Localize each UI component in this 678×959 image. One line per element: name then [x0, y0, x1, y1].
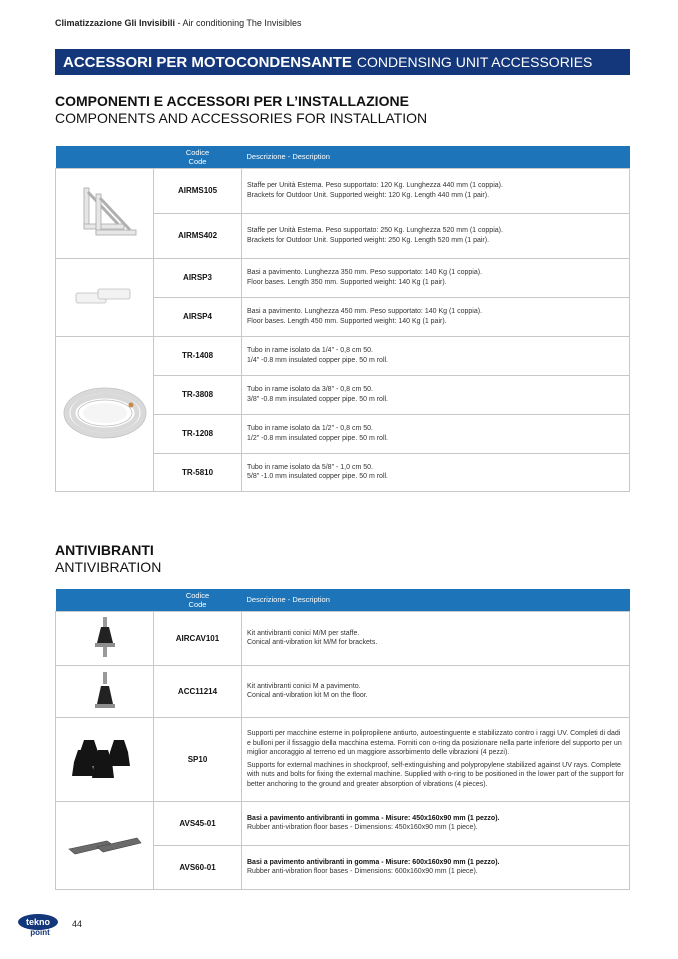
code-tr-5810: TR-5810 — [154, 453, 242, 491]
sp10-image — [56, 717, 154, 801]
brackets-image — [56, 168, 154, 258]
pipe-roll-icon — [61, 383, 149, 443]
rubber-bases-image — [56, 801, 154, 889]
code-airms105: AIRMS105 — [154, 168, 242, 213]
desc-airsp3: Basi a pavimento. Lunghezza 350 mm. Peso supportato: 140 Kg (1 coppia). Floor bases. Length 350 mm. Supported weight: 140 Kg (1 pair). — [242, 258, 630, 297]
section2-title-en: ANTIVIBRATION — [55, 559, 162, 575]
section-title-it: COMPONENTI E ACCESSORI PER L’INSTALLAZIONE — [55, 93, 409, 109]
svg-text:point: point — [30, 928, 50, 937]
code-aircav101: AIRCAV101 — [154, 611, 242, 665]
code-tr-3808: TR-3808 — [154, 375, 242, 414]
floor-base-icon — [70, 281, 140, 311]
acc11214-image — [56, 665, 154, 717]
header-description: Descrizione - Description — [242, 146, 630, 168]
desc-tr-1408: Tubo in rame isolato da 1/4" - 0,8 cm 50. 1/4" -0.8 mm insulated copper pipe. 50 m roll. — [242, 336, 630, 375]
installation-components-table — [55, 146, 630, 492]
desc-avs45-01: Basi a pavimento antivibranti in gomma - Misure: 450x160x90 mm (1 pezzo). Rubber anti-vibration floor bases - Dimensions: 450x160x90 mm (1 piece). — [242, 801, 630, 845]
code-tr-1408: TR-1408 — [154, 336, 242, 375]
header-image-cell — [56, 146, 154, 168]
desc-tr-5810: Tubo in rame isolato da 5/8" - 1,0 cm 50. 5/8" -1.0 mm insulated copper pipe. 50 m roll. — [242, 453, 630, 491]
teknopoint-logo — [16, 912, 64, 938]
table-row — [56, 258, 630, 297]
table-row — [56, 336, 630, 375]
copper-pipe-image — [56, 336, 154, 491]
desc-airms402: Staffe per Unità Esterna. Peso supportato: 250 Kg. Lunghezza 520 mm (1 coppia). Brackets for Outdoor Unit. Supported weight: 250 Kg. Length 520 mm (1 pair). — [242, 213, 630, 258]
code-airsp4: AIRSP4 — [154, 297, 242, 336]
desc-airsp4: Basi a pavimento. Lunghezza 450 mm. Peso supportato: 140 Kg (1 coppia). Floor bases. Length 450 mm. Supported weight: 140 Kg (1 pair). — [242, 297, 630, 336]
desc-tr-1208: Tubo in rame isolato da 1/2" - 0,8 cm 50. 1/2" -0.8 mm insulated copper pipe. 50 m roll. — [242, 414, 630, 453]
section-title-en: COMPONENTS AND ACCESSORIES FOR INSTALLATION — [55, 110, 428, 126]
desc-airms105: Staffe per Unità Esterna. Peso supportato: 120 Kg. Lunghezza 440 mm (1 coppia). Brackets for Outdoor Unit. Supported weight: 120 Kg. Length 440 mm (1 pair). — [242, 168, 630, 213]
page-number: 44 — [72, 919, 83, 929]
header-separator: - — [175, 18, 183, 28]
header-description: Descrizione - Description — [242, 589, 630, 611]
table-header-row — [56, 146, 630, 168]
table-row — [56, 611, 630, 665]
code-airsp3: AIRSP3 — [154, 258, 242, 297]
header-subtitle: Air conditioning The Invisibles — [182, 18, 302, 28]
table-row — [56, 665, 630, 717]
header-image-cell — [56, 589, 154, 611]
code-airms402: AIRMS402 — [154, 213, 242, 258]
table-header-row — [56, 589, 630, 611]
code-avs60-01: AVS60-01 — [154, 845, 242, 889]
wall-bracket-icon — [70, 184, 140, 240]
banner-title-it: ACCESSORI PER MOTOCONDENSANTE — [63, 53, 352, 71]
banner-title-en: CONDENSING UNIT ACCESSORIES — [356, 54, 593, 70]
desc-tr-3808: Tubo in rame isolato da 3/8" - 0,8 cm 50. 3/8" -0.8 mm insulated copper pipe. 50 m roll. — [242, 375, 630, 414]
code-avs45-01: AVS45-01 — [154, 801, 242, 845]
rubber-base-icon — [67, 829, 143, 859]
desc-avs60-01: Basi a pavimento antivibranti in gomma - Misure: 600x160x90 mm (1 pezzo). Rubber anti-vibration floor bases - Dimensions: 600x160x90 mm (1 piece). — [242, 845, 630, 889]
aircav101-image — [56, 611, 154, 665]
header-brand: Climatizzazione Gli Invisibili — [55, 18, 176, 28]
conical-damper-floor-icon — [90, 670, 120, 710]
desc-aircav101: Kit antivibranti conici M/M per staffe. Conical anti-vibration kit M/M for brackets. — [242, 611, 630, 665]
code-sp10: SP10 — [154, 717, 242, 801]
svg-text:tekno: tekno — [25, 917, 51, 927]
conical-damper-mm-icon — [90, 617, 120, 657]
section-installation-title — [55, 93, 427, 127]
desc-acc11214: Kit antivibranti conici M a pavimento. Conical anti-vibration kit M on the floor. — [242, 665, 630, 717]
code-tr-1208: TR-1208 — [154, 414, 242, 453]
section2-title-it: ANTIVIBRANTI — [55, 542, 154, 558]
desc-sp10: Supporti per macchine esterne in polipropilene antiurto, autoestinguente e stabilizzato contro i raggi UV. Completi di dadi e bulloni per il fissaggio della macchina esterna. Forniti con o-ring da posizionare nella parte inferiore del supporto per un miglior ancoraggio al terreno ed un maggiore assorbimento delle vibrazioni (4 pezzi). Supports for external machines in shockproof, self-extinguishing and polypropylene stabilized against UV rays. Complete with nuts and bolts for fixing the external machine. Supplied with o-ring to be positioned in the lower part of the support for better anchoring to the ground and greater absorption of vibrations (4 pieces). — [242, 717, 630, 801]
header-code: Codice Code — [154, 146, 242, 168]
table-row — [56, 717, 630, 801]
table-row — [56, 168, 630, 213]
antivibration-table — [55, 589, 630, 890]
table-row — [56, 801, 630, 845]
page-banner — [55, 49, 630, 75]
code-acc11214: ACC11214 — [154, 665, 242, 717]
running-header — [55, 18, 301, 28]
floor-bases-image — [56, 258, 154, 336]
section-antivibration-title — [55, 542, 161, 576]
header-code: Codice Code — [154, 589, 242, 611]
support-feet-icon — [70, 736, 140, 780]
